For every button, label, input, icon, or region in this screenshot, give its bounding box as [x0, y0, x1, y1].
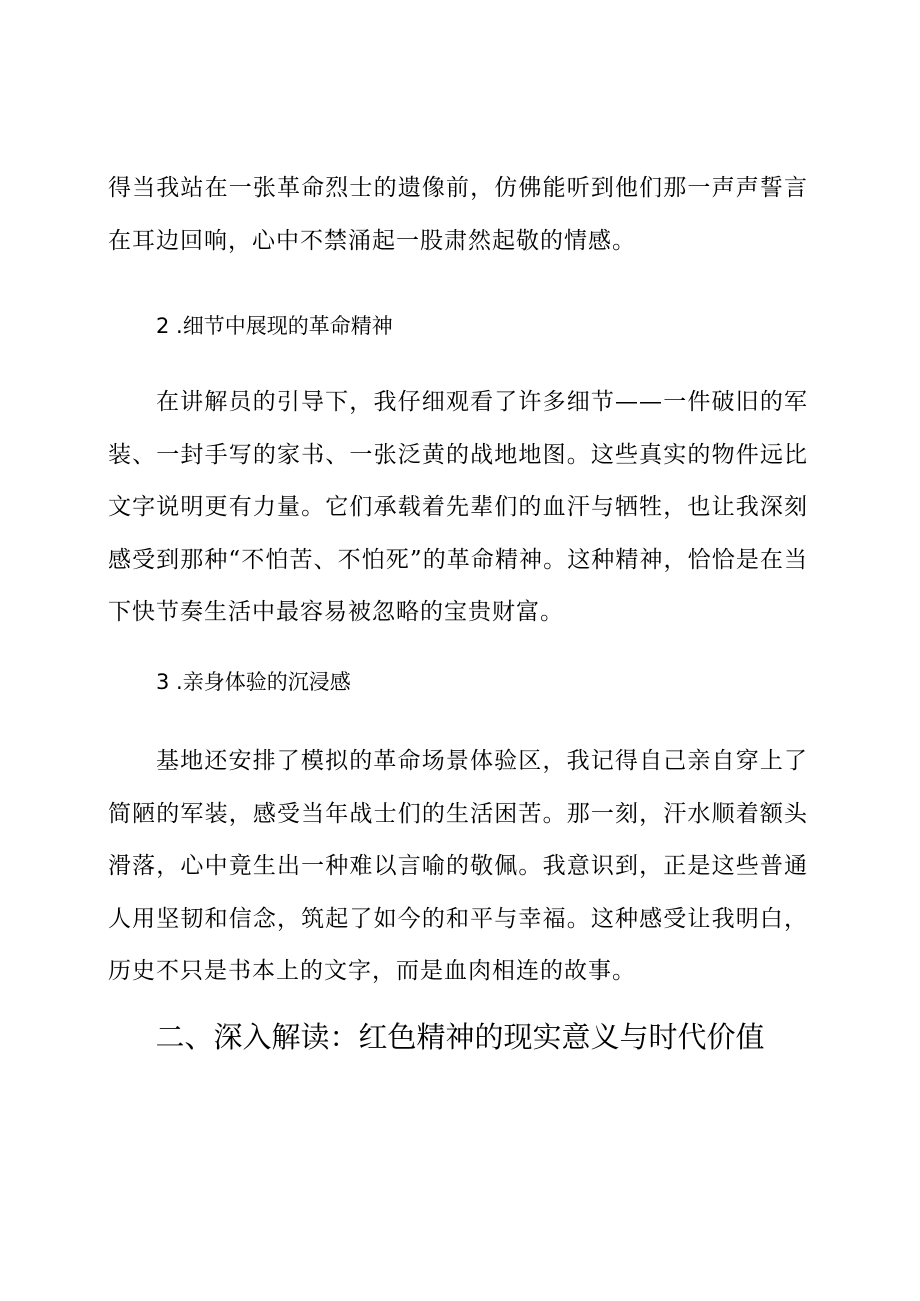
section-title: 二、深入解读：红色精神的现实意义与时代价值: [155, 1020, 765, 1054]
subsection-paragraph-revolutionary-spirit: 在讲解员的引导下，我仔细观看了许多细节——一件破旧的军装、一封手写的家书、一张泛黄的战地地图。这些真实的物件远比文字说明更有力量。它们承载着先辈们的血汗与牺牲，也让我深刻感受到那种“不怕苦、不怕死”的革命精神。这种精神，恰恰是在当下快节奏生活中最容易被忽略的宝贵财富。: [108, 389, 808, 625]
subsection-paragraph-immersive-experience: 基地还安排了模拟的革命场景体验区，我记得自己亲自穿上了简陋的军装，感受当年战士们的生活困苦。那一刻，汗水顺着额头滑落，心中竟生出一种难以言喻的敬佩。我意识到，正是这些普通人用坚韧和信念，筑起了如今的和平与幸福。这种感受让我明白，历史不只是书本上的文字，而是血肉相连的故事。: [108, 748, 808, 984]
intro-paragraph: 得当我站在一张革命烈士的遗像前，仿佛能听到他们那一声声誓言在耳边回响，心中不禁涌起一股肃然起敬的情感。: [108, 175, 808, 254]
subsection-heading-revolutionary-spirit: 2 .细节中展现的革命精神: [156, 314, 393, 338]
subsection-heading-immersive-experience: 3 .亲身体验的沉浸感: [156, 670, 351, 694]
